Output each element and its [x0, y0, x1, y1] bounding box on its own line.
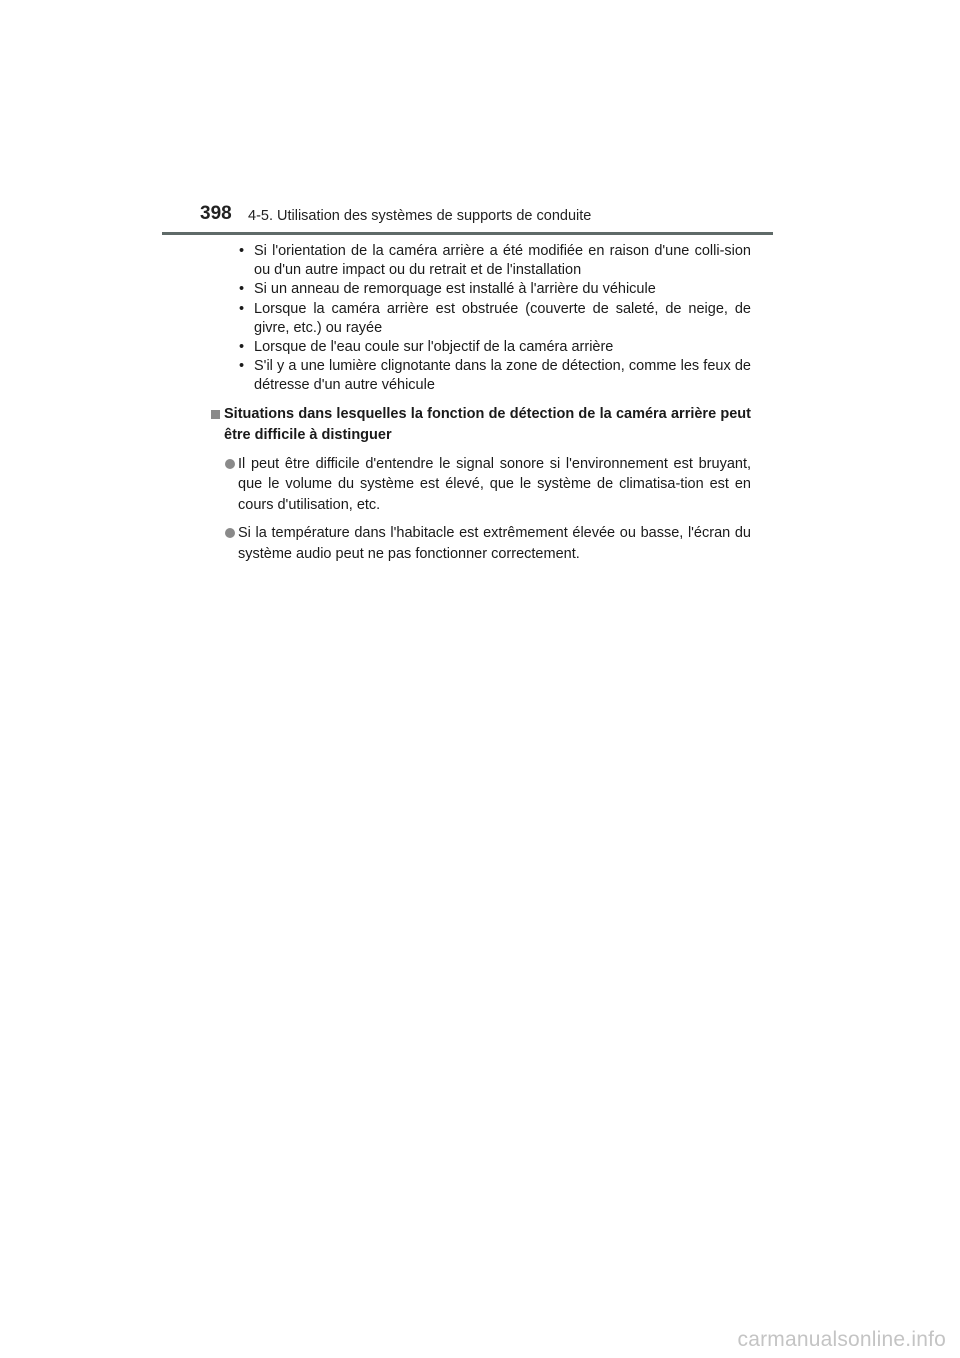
list-item: • Lorsque la caméra arrière est obstruée (couverte de saleté, de neige, de givre, etc.) ou rayée: [239, 300, 751, 336]
header-rule: [162, 232, 773, 235]
watermark: carmanualsonline.info: [737, 1328, 946, 1351]
section-heading: Situations dans lesquelles la fonction de détection de la caméra arrière peut être difficile à distinguer: [211, 404, 751, 446]
list-item: • Si un anneau de remorquage est installé à l'arrière du véhicule: [239, 280, 751, 299]
section-title: 4-5. Utilisation des systèmes de supports de conduite: [248, 208, 592, 224]
bullet-icon: •: [239, 358, 245, 375]
bullet-icon: •: [239, 300, 245, 317]
circle-paragraph: Si la température dans l'habitacle est extrêmement élevée ou basse, l'écran du système audio peut ne pas fonctionner correctement.: [211, 523, 751, 564]
bullet-icon: •: [239, 281, 245, 298]
list-item: • Si l'orientation de la caméra arrière a été modifiée en raison d'une colli-sion ou d'un autre impact ou du retrait et de l'installation: [239, 243, 751, 279]
list-item: • Lorsque de l'eau coule sur l'objectif de la caméra arrière: [239, 338, 751, 357]
circle-icon: [225, 528, 235, 538]
circle-paragraph: Il peut être difficile d'entendre le signal sonore si l'environnement est bruyant, que le volume du système est élevé, que le système de climatisa-tion est en cours d'utilisation, etc.: [211, 454, 751, 516]
circle-icon: [225, 459, 235, 469]
bullet-icon: •: [239, 243, 245, 259]
page-number: 398: [200, 203, 232, 224]
bullet-list: [239, 242, 751, 396]
content-body: [211, 242, 751, 564]
square-icon: [211, 410, 220, 419]
bullet-icon: •: [239, 339, 245, 356]
list-item: • S'il y a une lumière clignotante dans la zone de détection, comme les feux de détresse d'un autre véhicule: [239, 358, 751, 394]
